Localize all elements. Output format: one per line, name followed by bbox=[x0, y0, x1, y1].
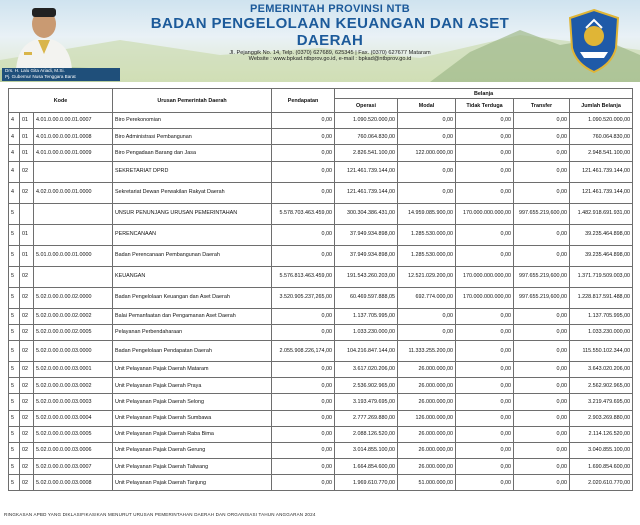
operasi-value: 2.777.269.880,00 bbox=[335, 410, 398, 426]
transfer-value: 0,00 bbox=[514, 378, 570, 394]
table-row bbox=[9, 361, 633, 377]
kode-unit: 5.02.0.00.0.00.02.0002 bbox=[34, 308, 113, 324]
table-row bbox=[9, 442, 633, 458]
kode-level2: 02 bbox=[20, 459, 34, 475]
kode-level1: 5 bbox=[9, 203, 20, 224]
government-name: PEMERINTAH PROVINSI NTB bbox=[249, 3, 411, 15]
kode-level1: 5 bbox=[9, 308, 20, 324]
kode-level2: 02 bbox=[20, 287, 34, 308]
transfer-value: 0,00 bbox=[514, 475, 570, 491]
agency-address: Jl. Pejanggik No. 14, Telp. (0370) 627689, 625345 | Fax. (0370) 627677 Mataram bbox=[229, 50, 431, 56]
kode-level1: 5 bbox=[9, 378, 20, 394]
table-row bbox=[9, 224, 633, 245]
table-row bbox=[9, 394, 633, 410]
pendapatan-value: 0,00 bbox=[272, 378, 335, 394]
urusan-name: PERENCANAAN bbox=[113, 224, 272, 245]
table-row bbox=[9, 324, 633, 340]
modal-value: 26.000.000,00 bbox=[398, 394, 456, 410]
transfer-value: 0,00 bbox=[514, 426, 570, 442]
operasi-value: 60.469.597.888,05 bbox=[335, 287, 398, 308]
tidak-terduga-value: 0,00 bbox=[456, 245, 514, 266]
tidak-terduga-value: 0,00 bbox=[456, 308, 514, 324]
tidak-terduga-value: 0,00 bbox=[456, 459, 514, 475]
pendapatan-value: 0,00 bbox=[272, 394, 335, 410]
header-banner bbox=[0, 0, 640, 82]
kode-level2: 01 bbox=[20, 245, 34, 266]
modal-value: 0,00 bbox=[398, 324, 456, 340]
tidak-terduga-value: 0,00 bbox=[456, 394, 514, 410]
kode-level1: 5 bbox=[9, 324, 20, 340]
operasi-value: 37.949.934.898,00 bbox=[335, 224, 398, 245]
tidak-terduga-value: 0,00 bbox=[456, 224, 514, 245]
kode-level1: 4 bbox=[9, 113, 20, 129]
agency-name: BADAN PENGELOLAAN KEUANGAN DAN ASET DAERAH bbox=[150, 15, 510, 49]
kode-level2: 02 bbox=[20, 340, 34, 361]
kode-unit: 5.02.0.00.0.00.03.0003 bbox=[34, 394, 113, 410]
header-pendapatan: Pendapatan bbox=[272, 89, 335, 113]
operasi-value: 1.664.854.600,00 bbox=[335, 459, 398, 475]
tidak-terduga-value: 0,00 bbox=[456, 378, 514, 394]
kode-unit: 5.02.0.00.0.00.03.0004 bbox=[34, 410, 113, 426]
urusan-name: Unit Pelayanan Pajak Daerah Selong bbox=[113, 394, 272, 410]
transfer-value: 0,00 bbox=[514, 145, 570, 161]
tidak-terduga-value: 0,00 bbox=[456, 442, 514, 458]
modal-value: 0,00 bbox=[398, 308, 456, 324]
kode-level1: 5 bbox=[9, 287, 20, 308]
kode-level1: 5 bbox=[9, 361, 20, 377]
urusan-name: Pelayanan Perbendaharaan bbox=[113, 324, 272, 340]
kode-unit: 5.02.0.00.0.00.03.0000 bbox=[34, 340, 113, 361]
urusan-name: Biro Perekonomian bbox=[113, 113, 272, 129]
operasi-value: 300.304.386.431,00 bbox=[335, 203, 398, 224]
kode-level1: 5 bbox=[9, 340, 20, 361]
urusan-name: Unit Pelayanan Pajak Daerah Praya bbox=[113, 378, 272, 394]
kode-unit bbox=[34, 161, 113, 182]
urusan-name: Balai Pemanfaatan dan Pengamanan Aset Daerah bbox=[113, 308, 272, 324]
governor-name: Drs. H. Lalu Gita Ariadi, M.Si. bbox=[5, 68, 65, 73]
kode-level2: 02 bbox=[20, 475, 34, 491]
kode-level1: 5 bbox=[9, 245, 20, 266]
pendapatan-value: 0,00 bbox=[272, 475, 335, 491]
kode-level2: 01 bbox=[20, 113, 34, 129]
modal-value: 0,00 bbox=[398, 129, 456, 145]
pendapatan-value: 3.520.905.237,265,00 bbox=[272, 287, 335, 308]
jumlah-value: 1.482.918.691.931,00 bbox=[570, 203, 633, 224]
tidak-terduga-value: 0,00 bbox=[456, 161, 514, 182]
modal-value: 51.000.000,00 bbox=[398, 475, 456, 491]
transfer-value: 0,00 bbox=[514, 161, 570, 182]
jumlah-value: 1.371.719.509.003,00 bbox=[570, 266, 633, 287]
table-row bbox=[9, 266, 633, 287]
pendapatan-value: 0,00 bbox=[272, 113, 335, 129]
jumlah-value: 2.562.902.965,00 bbox=[570, 378, 633, 394]
table-row bbox=[9, 129, 633, 145]
header-kode: Kode bbox=[9, 89, 113, 113]
transfer-value: 997.655.219,600,00 bbox=[514, 287, 570, 308]
kode-unit bbox=[34, 203, 113, 224]
transfer-value: 0,00 bbox=[514, 308, 570, 324]
kode-level2: 02 bbox=[20, 266, 34, 287]
urusan-name: SEKRETARIAT DPRD bbox=[113, 161, 272, 182]
table-row bbox=[9, 410, 633, 426]
kode-unit: 4.01.0.00.0.00.01.0008 bbox=[34, 129, 113, 145]
header-modal: Modal bbox=[398, 99, 456, 113]
operasi-value: 37.949.934.898,00 bbox=[335, 245, 398, 266]
urusan-name: Unit Pelayanan Pajak Daerah Raba Bima bbox=[113, 426, 272, 442]
urusan-name: UNSUR PENUNJANG URUSAN PEMERINTAHAN bbox=[113, 203, 272, 224]
operasi-value: 3.193.479.695,00 bbox=[335, 394, 398, 410]
pendapatan-value: 0,00 bbox=[272, 161, 335, 182]
urusan-name: Biro Administrasi Pembangunan bbox=[113, 129, 272, 145]
kode-unit: 5.02.0.00.0.00.03.0002 bbox=[34, 378, 113, 394]
modal-value: 122.000.000,00 bbox=[398, 145, 456, 161]
operasi-value: 104.216.847.144,00 bbox=[335, 340, 398, 361]
modal-value: 26.000.000,00 bbox=[398, 459, 456, 475]
pendapatan-value: 0,00 bbox=[272, 459, 335, 475]
jumlah-value: 1.228.817.591.488,00 bbox=[570, 287, 633, 308]
tidak-terduga-value: 0,00 bbox=[456, 361, 514, 377]
jumlah-value: 3.040.855.100,00 bbox=[570, 442, 633, 458]
table-row bbox=[9, 287, 633, 308]
table-row bbox=[9, 426, 633, 442]
kode-level2: 02 bbox=[20, 324, 34, 340]
kode-unit: 5.02.0.00.0.00.03.0006 bbox=[34, 442, 113, 458]
header-belanja: Belanja bbox=[335, 89, 633, 99]
operasi-value: 1.137.705.995,00 bbox=[335, 308, 398, 324]
tidak-terduga-value: 0,00 bbox=[456, 475, 514, 491]
kode-level1: 5 bbox=[9, 475, 20, 491]
pendapatan-value: 0,00 bbox=[272, 245, 335, 266]
transfer-value: 0,00 bbox=[514, 442, 570, 458]
jumlah-value: 39.235.464.898,00 bbox=[570, 245, 633, 266]
table-row bbox=[9, 308, 633, 324]
governor-title: Pj. Gubernur Nusa Tenggara Barat bbox=[5, 74, 76, 79]
transfer-value: 0,00 bbox=[514, 182, 570, 203]
transfer-value: 0,00 bbox=[514, 340, 570, 361]
modal-value: 0,00 bbox=[398, 113, 456, 129]
tidak-terduga-value: 0,00 bbox=[456, 182, 514, 203]
tidak-terduga-value: 0,00 bbox=[456, 324, 514, 340]
modal-value: 12.521.029.200,00 bbox=[398, 266, 456, 287]
kode-level1: 4 bbox=[9, 161, 20, 182]
modal-value: 1.285.530.000,00 bbox=[398, 224, 456, 245]
table-row bbox=[9, 378, 633, 394]
pendapatan-value: 0,00 bbox=[272, 324, 335, 340]
tidak-terduga-value: 0,00 bbox=[456, 145, 514, 161]
kode-level2: 01 bbox=[20, 224, 34, 245]
modal-value: 14.959.085.900,00 bbox=[398, 203, 456, 224]
kode-unit: 5.02.0.00.0.00.03.0007 bbox=[34, 459, 113, 475]
kode-level2: 02 bbox=[20, 161, 34, 182]
modal-value: 26.000.000,00 bbox=[398, 426, 456, 442]
transfer-value: 0,00 bbox=[514, 224, 570, 245]
urusan-name: KEUANGAN bbox=[113, 266, 272, 287]
pendapatan-value: 2.055.908.226,174,00 bbox=[272, 340, 335, 361]
modal-value: 11.333.255.200,00 bbox=[398, 340, 456, 361]
jumlah-value: 39.235.464.898,00 bbox=[570, 224, 633, 245]
modal-value: 26.000.000,00 bbox=[398, 378, 456, 394]
urusan-name: Unit Pelayanan Pajak Daerah Gerung bbox=[113, 442, 272, 458]
urusan-name: Unit Pelayanan Pajak Daerah Taliwang bbox=[113, 459, 272, 475]
urusan-name: Biro Pengadaan Barang dan Jasa bbox=[113, 145, 272, 161]
jumlah-value: 760.064.830,00 bbox=[570, 129, 633, 145]
kode-level1: 5 bbox=[9, 394, 20, 410]
jumlah-value: 1.690.854.600,00 bbox=[570, 459, 633, 475]
pendapatan-value: 0,00 bbox=[272, 361, 335, 377]
operasi-value: 191.543.260.203,00 bbox=[335, 266, 398, 287]
transfer-value: 0,00 bbox=[514, 129, 570, 145]
governor-caption bbox=[2, 68, 120, 81]
kode-level1: 5 bbox=[9, 266, 20, 287]
operasi-value: 121.461.739.144,00 bbox=[335, 182, 398, 203]
pendapatan-value: 0,00 bbox=[272, 410, 335, 426]
governor-portrait bbox=[4, 2, 84, 70]
kode-level1: 5 bbox=[9, 410, 20, 426]
kode-level1: 5 bbox=[9, 442, 20, 458]
modal-value: 26.000.000,00 bbox=[398, 361, 456, 377]
modal-value: 1.285.530.000,00 bbox=[398, 245, 456, 266]
kode-unit: 4.01.0.00.0.00.01.0007 bbox=[34, 113, 113, 129]
jumlah-value: 1.137.705.995,00 bbox=[570, 308, 633, 324]
header-transfer: Transfer bbox=[514, 99, 570, 113]
tidak-terduga-value: 0,00 bbox=[456, 410, 514, 426]
jumlah-value: 2.114.126.520,00 bbox=[570, 426, 633, 442]
operasi-value: 1.090.520.000,00 bbox=[335, 113, 398, 129]
kode-level2: 02 bbox=[20, 361, 34, 377]
operasi-value: 3.617.020.206,00 bbox=[335, 361, 398, 377]
transfer-value: 0,00 bbox=[514, 410, 570, 426]
transfer-value: 0,00 bbox=[514, 113, 570, 129]
tidak-terduga-value: 170.000.000.000,00 bbox=[456, 203, 514, 224]
kode-unit: 5.01.0.00.0.00.01.0000 bbox=[34, 245, 113, 266]
transfer-value: 0,00 bbox=[514, 245, 570, 266]
kode-level1: 5 bbox=[9, 459, 20, 475]
jumlah-value: 121.461.739.144,00 bbox=[570, 182, 633, 203]
table-row bbox=[9, 145, 633, 161]
tidak-terduga-value: 0,00 bbox=[456, 426, 514, 442]
table-row bbox=[9, 459, 633, 475]
kode-level2: 01 bbox=[20, 129, 34, 145]
header-operasi: Operasi bbox=[335, 99, 398, 113]
operasi-value: 121.461.739.144,00 bbox=[335, 161, 398, 182]
kode-level2: 02 bbox=[20, 394, 34, 410]
transfer-value: 0,00 bbox=[514, 324, 570, 340]
pendapatan-value: 0,00 bbox=[272, 129, 335, 145]
footer-caption: RINGKASAN APBD YANG DIKLASIFIKASIKAN MENURUT URUSAN PEMERINTAHAN DAERAH DAN ORGANISASI TAHUN ANGGARAN 2024 bbox=[4, 512, 316, 517]
kode-unit: 4.01.0.00.0.00.01.0009 bbox=[34, 145, 113, 161]
kode-level1: 5 bbox=[9, 224, 20, 245]
header-tidak-terduga: Tidak Terduga bbox=[456, 99, 514, 113]
kode-unit: 5.02.0.00.0.00.03.0005 bbox=[34, 426, 113, 442]
table-row bbox=[9, 182, 633, 203]
urusan-name: Badan Pengelolaan Pendapatan Daerah bbox=[113, 340, 272, 361]
kode-level2: 02 bbox=[20, 426, 34, 442]
kode-level2: 02 bbox=[20, 182, 34, 203]
urusan-name: Unit Pelayanan Pajak Daerah Sumbawa bbox=[113, 410, 272, 426]
jumlah-value: 2.020.610.770,00 bbox=[570, 475, 633, 491]
jumlah-value: 3.219.479.695,00 bbox=[570, 394, 633, 410]
jumlah-value: 2.903.269.880,00 bbox=[570, 410, 633, 426]
table-row bbox=[9, 113, 633, 129]
tidak-terduga-value: 170.000.000.000,00 bbox=[456, 266, 514, 287]
transfer-value: 0,00 bbox=[514, 459, 570, 475]
kode-level2: 01 bbox=[20, 145, 34, 161]
kode-level2: 02 bbox=[20, 308, 34, 324]
kode-level2: 02 bbox=[20, 378, 34, 394]
operasi-value: 2.826.541.100,00 bbox=[335, 145, 398, 161]
kode-unit: 4.02.0.00.0.00.01.0000 bbox=[34, 182, 113, 203]
jumlah-value: 1.090.520.000,00 bbox=[570, 113, 633, 129]
jumlah-value: 115.550.102.344,00 bbox=[570, 340, 633, 361]
header-urusan: Urusan Pemerintah Daerah bbox=[113, 89, 272, 113]
pendapatan-value: 0,00 bbox=[272, 308, 335, 324]
letterhead bbox=[120, 3, 540, 62]
transfer-value: 997.655.219,600,00 bbox=[514, 266, 570, 287]
table-row bbox=[9, 161, 633, 182]
ntb-crest-icon bbox=[566, 8, 622, 74]
jumlah-value: 121.461.739.144,00 bbox=[570, 161, 633, 182]
table-row bbox=[9, 340, 633, 361]
pendapatan-value: 5.578.703.463.459,00 bbox=[272, 203, 335, 224]
kode-level2: 02 bbox=[20, 410, 34, 426]
pendapatan-value: 5.576.813.463.459,00 bbox=[272, 266, 335, 287]
kode-unit bbox=[34, 266, 113, 287]
urusan-name: Unit Pelayanan Pajak Daerah Mataram bbox=[113, 361, 272, 377]
table-row bbox=[9, 475, 633, 491]
kode-unit: 5.02.0.00.0.00.03.0001 bbox=[34, 361, 113, 377]
pendapatan-value: 0,00 bbox=[272, 426, 335, 442]
tidak-terduga-value: 0,00 bbox=[456, 340, 514, 361]
modal-value: 26.000.000,00 bbox=[398, 442, 456, 458]
operasi-value: 760.064.830,00 bbox=[335, 129, 398, 145]
table-row bbox=[9, 245, 633, 266]
kode-unit: 5.02.0.00.0.00.03.0008 bbox=[34, 475, 113, 491]
kode-level1: 4 bbox=[9, 129, 20, 145]
transfer-value: 997.655.219,600,00 bbox=[514, 203, 570, 224]
transfer-value: 0,00 bbox=[514, 394, 570, 410]
jumlah-value: 1.033.230.000,00 bbox=[570, 324, 633, 340]
pendapatan-value: 0,00 bbox=[272, 182, 335, 203]
header-jumlah: Jumlah Belanja bbox=[570, 99, 633, 113]
kode-level1: 4 bbox=[9, 145, 20, 161]
kode-unit: 5.02.0.00.0.00.02.0000 bbox=[34, 287, 113, 308]
jumlah-value: 3.643.020.206,00 bbox=[570, 361, 633, 377]
transfer-value: 0,00 bbox=[514, 361, 570, 377]
jumlah-value: 2.948.541.100,00 bbox=[570, 145, 633, 161]
modal-value: 0,00 bbox=[398, 182, 456, 203]
urusan-name: Unit Pelayanan Pajak Daerah Tanjung bbox=[113, 475, 272, 491]
kode-level2 bbox=[20, 203, 34, 224]
tidak-terduga-value: 0,00 bbox=[456, 129, 514, 145]
table-row bbox=[9, 203, 633, 224]
kode-level1: 5 bbox=[9, 426, 20, 442]
operasi-value: 2.088.126.520,00 bbox=[335, 426, 398, 442]
modal-value: 692.774.000,00 bbox=[398, 287, 456, 308]
pendapatan-value: 0,00 bbox=[272, 145, 335, 161]
agency-contact: Website : www.bpkad.ntbprov.go.id, e-mail : bpkad@ntbprov.go.id bbox=[248, 56, 412, 62]
kode-level1: 4 bbox=[9, 182, 20, 203]
operasi-value: 1.033.230.000,00 bbox=[335, 324, 398, 340]
urusan-name: Badan Pengelolaan Keuangan dan Aset Daerah bbox=[113, 287, 272, 308]
tidak-terduga-value: 170.000.000.000,00 bbox=[456, 287, 514, 308]
urusan-name: Sekretariat Dewan Perwakilan Rakyat Daerah bbox=[113, 182, 272, 203]
budget-table bbox=[8, 88, 633, 491]
urusan-name: Badan Perencanaan Pembangunan Daerah bbox=[113, 245, 272, 266]
modal-value: 126.000.000,00 bbox=[398, 410, 456, 426]
pendapatan-value: 0,00 bbox=[272, 224, 335, 245]
kode-level2: 02 bbox=[20, 442, 34, 458]
kode-unit: 5.02.0.00.0.00.02.0005 bbox=[34, 324, 113, 340]
tidak-terduga-value: 0,00 bbox=[456, 113, 514, 129]
operasi-value: 3.014.855.100,00 bbox=[335, 442, 398, 458]
pendapatan-value: 0,00 bbox=[272, 442, 335, 458]
modal-value: 0,00 bbox=[398, 161, 456, 182]
operasi-value: 1.969.610.770,00 bbox=[335, 475, 398, 491]
kode-unit bbox=[34, 224, 113, 245]
operasi-value: 2.536.902.965,00 bbox=[335, 378, 398, 394]
